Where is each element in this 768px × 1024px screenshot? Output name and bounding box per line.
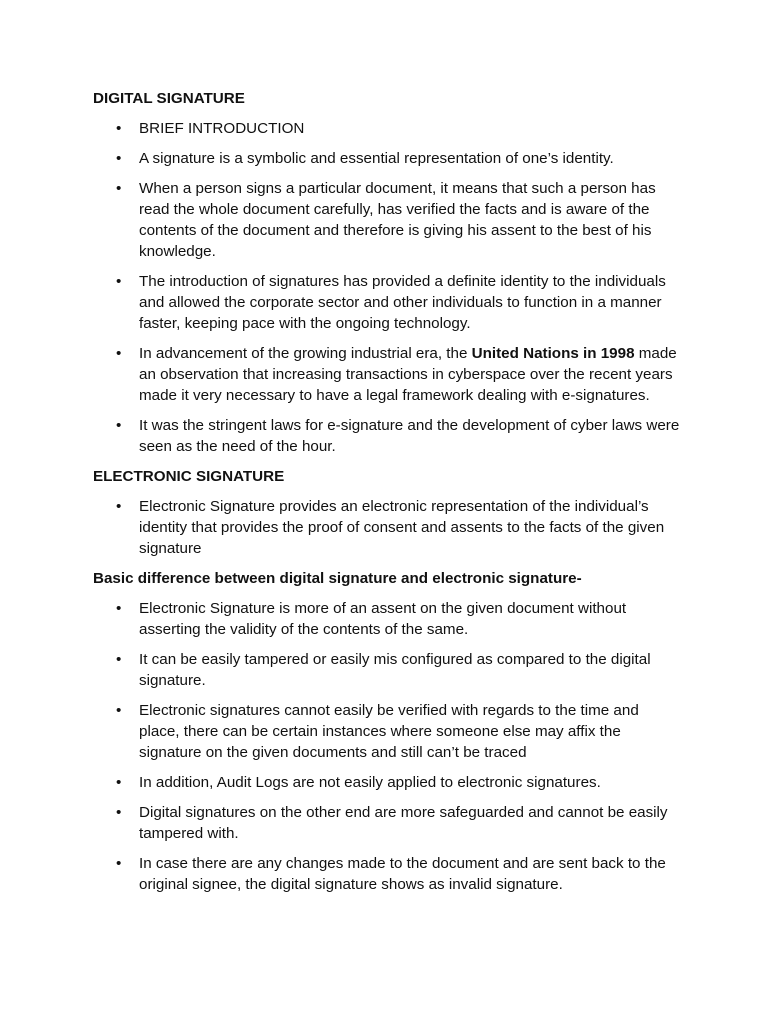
bullet-icon: •	[116, 702, 122, 719]
list-item-text	[139, 345, 677, 404]
bold-emphasis: United Nations in 1998	[471, 345, 635, 362]
list-item-text: In case there are any changes made to the document and are sent back to the original signee, the digital signature shows as invalid signature.	[139, 855, 666, 893]
list-item-text: Electronic Signature is more of an assent on the given document without asserting the validity of the contents of the same.	[139, 600, 627, 638]
list-item	[93, 343, 683, 406]
bullet-icon: •	[116, 345, 122, 362]
section-heading-basic-difference: Basic difference between digital signature and electronic signature-	[93, 570, 582, 587]
list-item-text-post: made an observation that increasing transactions in cyberspace over the recent years made it very necessary to have a legal framework dealing with e-signatures.	[139, 345, 677, 404]
section-heading-electronic-signature: ELECTRONIC SIGNATURE	[93, 468, 285, 485]
bullet-list-basic-difference	[93, 598, 683, 895]
bullet-icon: •	[116, 651, 122, 668]
list-item-text: BRIEF INTRODUCTION	[139, 120, 305, 137]
list-item-text: Digital signatures on the other end are more safeguarded and cannot be easily tampered with.	[139, 804, 668, 842]
list-item-text: It can be easily tampered or easily mis configured as compared to the digital signature.	[139, 651, 651, 689]
list-item	[93, 148, 683, 169]
list-item	[93, 700, 683, 763]
list-item	[93, 271, 683, 334]
bullet-list-digital-signature	[93, 118, 683, 457]
list-item	[93, 802, 683, 844]
list-item-text: A signature is a symbolic and essential representation of one’s identity.	[139, 150, 614, 167]
bullet-icon: •	[116, 498, 122, 515]
list-item-text: Electronic signatures cannot easily be verified with regards to the time and place, there can be certain instances where someone else may affix the signature on the given documents and still can’t be traced	[139, 702, 639, 761]
list-item-text: Electronic Signature provides an electronic representation of the individual’s identity that provides the proof of consent and assents to the facts of the given signature	[139, 498, 665, 557]
list-item	[93, 415, 683, 457]
list-item	[93, 649, 683, 691]
bullet-icon: •	[116, 855, 122, 872]
bullet-icon: •	[116, 417, 122, 434]
list-item	[93, 853, 683, 895]
list-item-text-pre: In advancement of the growing industrial era, the	[139, 345, 472, 362]
list-item-text: It was the stringent laws for e-signature and the development of cyber laws were seen as the need of the hour.	[139, 417, 680, 455]
list-item-text: In addition, Audit Logs are not easily applied to electronic signatures.	[139, 774, 601, 791]
list-item	[93, 178, 683, 262]
bullet-icon: •	[116, 774, 122, 791]
bullet-list-electronic-signature	[93, 496, 683, 559]
list-item	[93, 496, 683, 559]
list-item	[93, 598, 683, 640]
list-item-text: When a person signs a particular document, it means that such a person has read the whole document carefully, has verified the facts and is aware of the contents of the document and therefore is giving his assent to the best of his knowledge.	[139, 180, 656, 260]
bullet-icon: •	[116, 600, 122, 617]
list-item	[93, 118, 683, 139]
section-heading-digital-signature: DIGITAL SIGNATURE	[93, 90, 245, 107]
list-item-text: The introduction of signatures has provided a definite identity to the individuals and allowed the corporate sector and other individuals to function in a manner faster, keeping pace with the ongoing technology.	[139, 273, 666, 332]
document-page	[93, 88, 683, 904]
bullet-icon: •	[116, 804, 122, 821]
bullet-icon: •	[116, 180, 122, 197]
list-item	[93, 772, 683, 793]
bullet-icon: •	[116, 273, 122, 290]
bullet-icon: •	[116, 150, 122, 167]
bullet-icon: •	[116, 120, 122, 137]
